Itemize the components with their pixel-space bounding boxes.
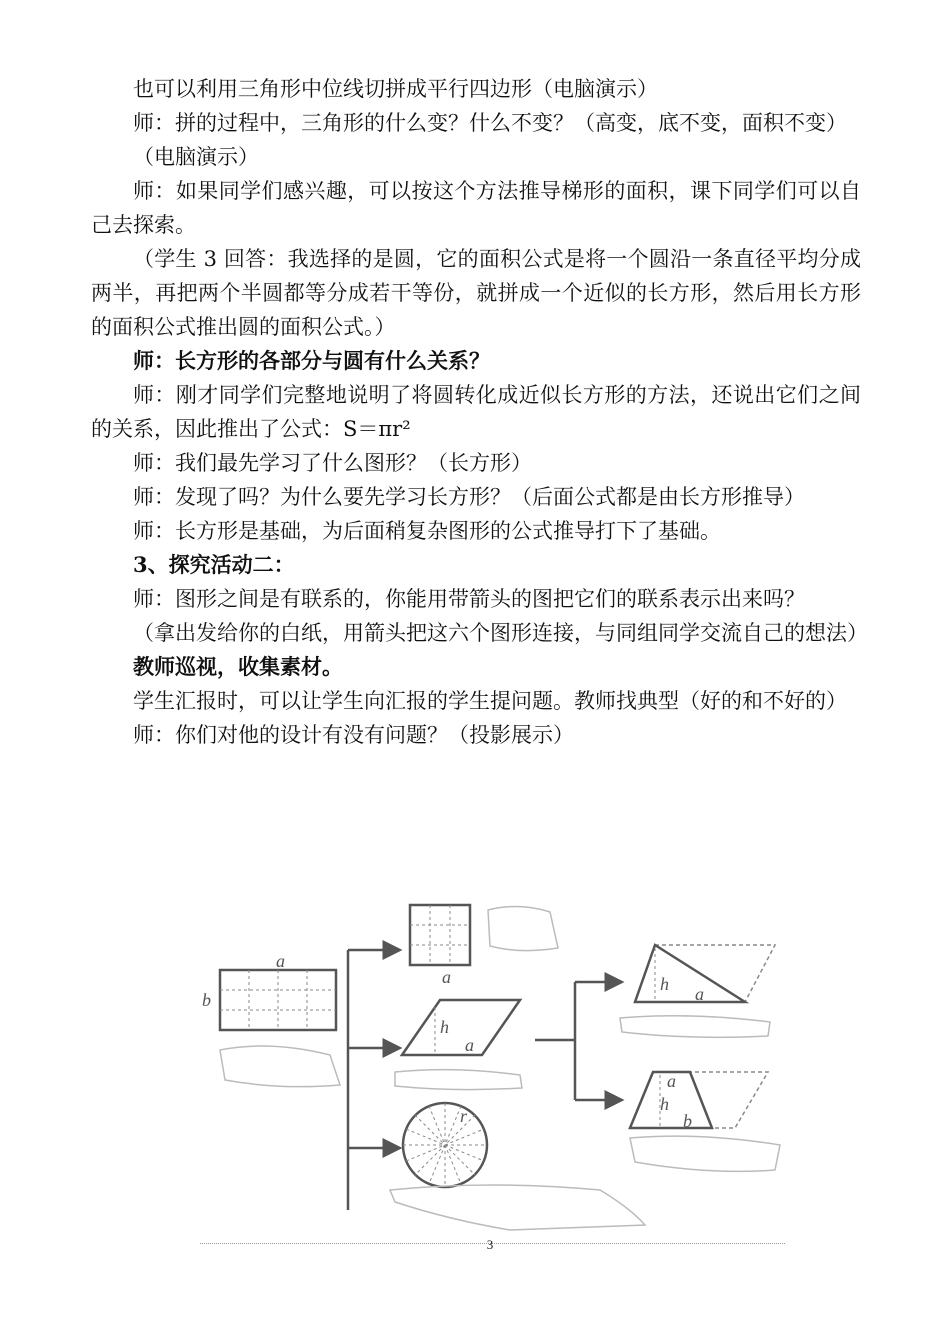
paragraph: 师：长方形是基础，为后面稍复杂图形的公式推导打下了基础。 — [133, 519, 721, 543]
trapezoid-shape — [630, 1071, 768, 1131]
square-a-label: a — [442, 967, 451, 987]
rectangle-b-label: b — [202, 990, 211, 1010]
scan-artifact — [620, 1016, 770, 1038]
paragraph: 师：长方形的各部分与圆有什么关系？ — [133, 348, 490, 373]
scan-artifact — [220, 1046, 340, 1087]
trapezoid-a-label: a — [667, 1071, 676, 1091]
page-number: 3 — [486, 1237, 494, 1252]
scan-artifact — [395, 1070, 522, 1090]
paragraph: 师：刚才同学们完整地说明了将圆转化成近似长方形的方法，还说出它们之间的关系，因此推出了公式：S＝πr² — [91, 383, 861, 441]
triangle-shape — [635, 945, 775, 1004]
paragraph: 师：发现了吗？为什么要先学习长方形？（后面公式都是由长方形推导） — [133, 485, 805, 509]
rectangle-shape — [202, 951, 336, 1030]
trapezoid-h-label: h — [660, 1094, 669, 1114]
paragraph: 也可以利用三角形中位线切拼成平行四边形（电脑演示） — [133, 77, 658, 101]
trapezoid-b-label: b — [683, 1111, 692, 1131]
circle-shape — [403, 1103, 487, 1187]
paragraph: （学生 3 回答：我选择的是圆，它的面积公式是将一个圆沿一条直径平均分成两半，再把两个半圆都等分成若干等份，就拼成一个近似的长方形，然后用长方形的面积公式推出圆的面积公式。） — [91, 247, 861, 339]
parallelogram-a-label: a — [465, 1035, 474, 1055]
paragraph: 教师巡视，收集素材。 — [133, 654, 343, 679]
scan-artifact — [630, 1136, 780, 1171]
paragraph: （拿出发给你的白纸，用箭头把这六个图形连接，与同组同学交流自己的想法） — [133, 621, 868, 645]
triangle-a-label: a — [695, 984, 704, 1004]
paragraph: 师：如果同学们感兴趣，可以按这个方法推导梯形的面积，课下同学们可以自己去探索。 — [91, 179, 861, 237]
parallelogram-h-label: h — [440, 1017, 449, 1037]
paragraph: 师：图形之间是有联系的，你能用带箭头的图把它们的联系表示出来吗？ — [133, 587, 805, 611]
body-text — [91, 72, 868, 752]
triangle-h-label: h — [660, 974, 669, 994]
parallelogram-shape — [402, 1000, 520, 1055]
square-shape — [410, 905, 470, 987]
rectangle-a-label: a — [276, 951, 285, 971]
section-heading: 3、探究活动二： — [133, 552, 295, 577]
paragraph: 师：我们最先学习了什么图形？（长方形） — [133, 451, 532, 475]
scan-artifact — [390, 1185, 645, 1230]
paragraph: 师：拼的过程中，三角形的什么变？什么不变？（高变，底不变，面积不变） — [133, 111, 847, 135]
scan-artifact — [488, 906, 558, 950]
paragraph: 师：你们对他的设计有没有问题？（投影展示） — [133, 723, 574, 747]
paragraph: （电脑演示） — [133, 145, 259, 169]
paragraph: 学生汇报时，可以让学生向汇报的学生提问题。教师找典型（好的和不好的） — [133, 689, 847, 713]
shape-relation-diagram — [190, 890, 790, 1235]
circle-r-label: r — [460, 1106, 468, 1126]
